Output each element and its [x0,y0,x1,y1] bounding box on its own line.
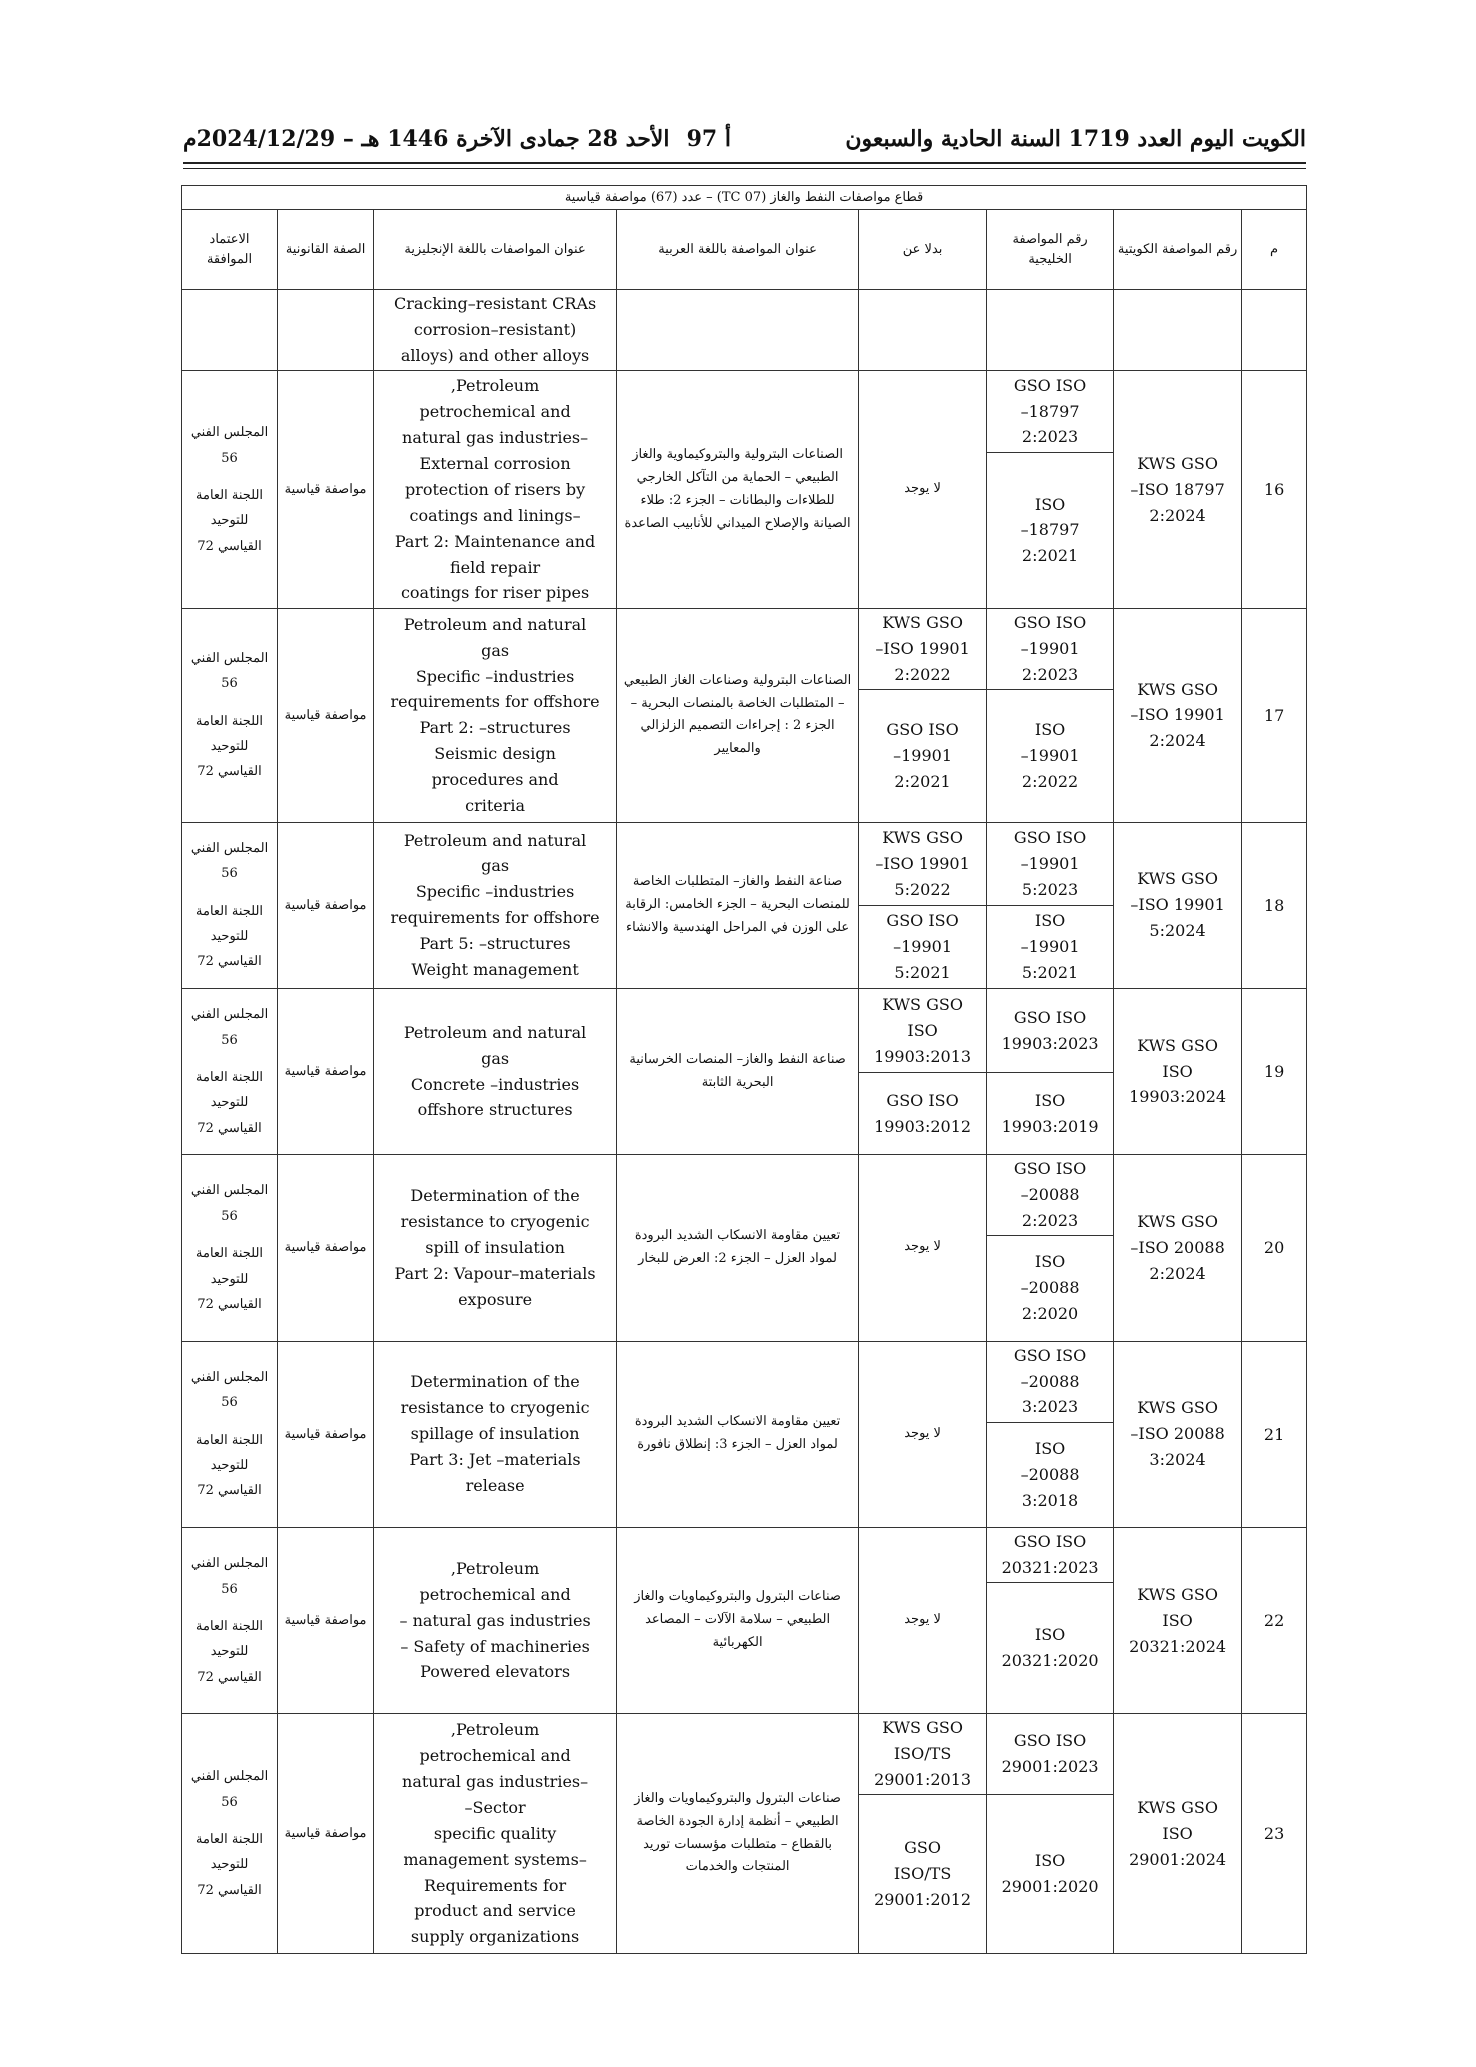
arabic-title: صناعة النفط والغاز– المتطلبات الخاصة للمنصات البحرية – الجزء الخامس: الرقابة على الوزن في المراحل الهندسية والانشاء [617,822,859,988]
replaces: KWS GSO ISO 19901– 5:2022 [859,822,987,905]
kuwaiti-standard-no: KWS GSO ISO 19903:2024 [1114,988,1242,1154]
english-title: Petroleum and natural gas Specific –industries requirements for offshore Part 5: –structures Weight management [374,822,617,988]
col-header-num: م [1242,210,1307,290]
gulf-standard-no: GSO ISO 19901– 5:2023 [987,822,1114,905]
replaces: GSO ISO 19903:2012 [859,1073,987,1155]
arabic-title: صناعة النفط والغاز– المنصات الخرسانية البحرية الثابتة [617,988,859,1154]
legal-status: مواصفة قياسية [278,371,374,609]
table-row-continued [182,290,1307,371]
approval-committee: اللجنة العامة للتوحيد القياسي 72 [196,1432,264,1499]
english-title: Petroleum, petrochemical and natural gas industries – Safety of machineries – Powered elevators [374,1527,617,1713]
approval [182,1341,278,1527]
row-number: 18 [1242,822,1307,988]
approval-committee: اللجنة العامة للتوحيد القياسي 72 [196,903,264,970]
arabic-title: تعيين مقاومة الانسكاب الشديد البرودة لمواد العزل – الجزء 2: العرض للبخار [617,1155,859,1341]
approval-committee: اللجنة العامة للتوحيد القياسي 72 [196,1246,264,1312]
kuwaiti-standard-no: KWS GSO ISO 20088– 3:2024 [1114,1341,1242,1527]
approval-committee: اللجنة العامة للتوحيد القياسي 72 [196,713,264,780]
approval [182,822,278,988]
col-header-gulf-no: رقم المواصفة الخليجية [987,210,1114,290]
gulf-standard-no: GSO ISO 18797– 2:2023 [987,371,1114,452]
approval-council: المجلس الفني 56 [190,1769,269,1810]
gulf-standard-no: ISO 20088– 2:2020 [987,1236,1114,1341]
page-number: أ 97 [686,126,731,152]
col-header-arabic-title: عنوان المواصفة باللغة العربية [617,210,859,290]
approval-council: المجلس الفني 56 [190,1556,269,1597]
replaces: لا يوجد [859,371,987,609]
table-row [182,988,1307,1073]
approval [182,1714,278,1954]
english-title: Petroleum and natural gas Concrete –industries offshore structures [374,988,617,1154]
approval-committee: اللجنة العامة للتوحيد القياسي 72 [196,488,264,554]
legal-status: مواصفة قياسية [278,609,374,822]
col-header-english-title: عنوان المواصفات باللغة الإنجليزية [374,210,617,290]
row-number: 21 [1242,1341,1307,1527]
gulf-standard-no: GSO ISO 19901– 2:2023 [987,609,1114,690]
gazette-date: الأحد 28 جمادى الآخرة 1446 هـ – 2024/12/29م [183,126,670,152]
row-number: 22 [1242,1527,1307,1713]
english-title: Petroleum, petrochemical and –natural gas industries External corrosion protection of risers by –coatings and linings Part 2: Maintenance and field repair coatings for riser pipes [374,371,617,609]
table-title: قطاع مواصفات النفط والغاز (TC 07) – عدد (67) مواصفة قياسية [182,186,1307,210]
replaces: KWS GSO ISO 19901– 2:2022 [859,609,987,690]
replaces: GSO ISO 19901– 2:2021 [859,690,987,822]
kuwaiti-standard-no: KWS GSO ISO 19901– 5:2024 [1114,822,1242,988]
standards-table [181,185,1307,1954]
approval-council: المجلس الفني 56 [190,1007,269,1048]
arabic-title: صناعات البترول والبتروكيماويات والغاز الطبيعي – سلامة الآلات – المصاعد الكهربائية [617,1527,859,1713]
kuwaiti-standard-no: KWS GSO ISO 18797– 2:2024 [1114,371,1242,609]
header-rule [183,162,1306,164]
gulf-standard-no: ISO 20088– 3:2018 [987,1422,1114,1527]
arabic-title: الصناعات البترولية وصناعات الغاز الطبيعي – المتطلبات الخاصة بالمنصات البحرية – الجزء 2 : إجراءات التصميم الزلزالي والمعايير [617,609,859,822]
approval [182,371,278,609]
col-header-legal-status: الصفة القانونية [278,210,374,290]
approval-committee: اللجنة العامة للتوحيد القياسي 72 [196,1069,264,1136]
approval [182,988,278,1154]
row-number: 19 [1242,988,1307,1154]
table-row [182,371,1307,452]
kuwaiti-standard-no: KWS GSO ISO 29001:2024 [1114,1714,1242,1954]
gulf-standard-no: GSO ISO 20088– 3:2023 [987,1341,1114,1422]
approval-council: المجلس الفني 56 [190,425,269,466]
col-header-approval: الاعتماد الموافقة [182,210,278,290]
table-row [182,609,1307,690]
gulf-standard-no: GSO ISO 29001:2023 [987,1714,1114,1795]
row-number: 20 [1242,1155,1307,1341]
replaces: لا يوجد [859,1527,987,1713]
table-row [182,1341,1307,1422]
table-row [182,822,1307,905]
approval [182,1527,278,1713]
approval [182,1155,278,1341]
approval-council: المجلس الفني 56 [190,1183,269,1224]
row-number: 23 [1242,1714,1307,1954]
approval-council: المجلس الفني 56 [190,840,269,882]
kuwaiti-standard-no: KWS GSO ISO 20321:2024 [1114,1527,1242,1713]
english-title: Determination of the resistance to cryogenic spill of insulation Part 2: Vapour–materials exposure [374,1155,617,1341]
table-row [182,1714,1307,1795]
legal-status: مواصفة قياسية [278,1341,374,1527]
gazette-issue-title: الكويت اليوم العدد 1719 السنة الحادية والسبعون [845,126,1306,152]
gulf-standard-no: ISO 20321:2020 [987,1582,1114,1713]
gulf-standard-no: ISO 19901– 5:2021 [987,905,1114,988]
gulf-standard-no: GSO ISO 20321:2023 [987,1527,1114,1582]
gulf-standard-no: GSO ISO 19903:2023 [987,988,1114,1073]
replaces: لا يوجد [859,1155,987,1341]
replaces: KWS GSO ISO 19903:2013 [859,988,987,1073]
table-row [182,1527,1307,1582]
kuwaiti-standard-no: KWS GSO ISO 19901– 2:2024 [1114,609,1242,822]
english-title: Petroleum, petrochemical and –natural gas industries Sector– specific quality –management systems Requirements for product and service supply organizations [374,1714,617,1954]
english-title: Determination of the resistance to cryogenic spillage of insulation Part 3: Jet –materials release [374,1341,617,1527]
replaces: GSO ISO/TS 29001:2012 [859,1795,987,1954]
table-header-row [182,210,1307,290]
header-rule-thin [183,168,1306,169]
approval-committee: اللجنة العامة للتوحيد القياسي 72 [196,1832,264,1898]
row-number: 16 [1242,371,1307,609]
table-title-row [182,186,1307,210]
legal-status: مواصفة قياسية [278,1714,374,1954]
row-number: 17 [1242,609,1307,822]
legal-status: مواصفة قياسية [278,1527,374,1713]
arabic-title: الصناعات البترولية والبتروكيماوية والغاز الطبيعي – الحماية من التآكل الخارجي للطلاءات والبطانات – الجزء 2: طلاء الصيانة والإصلاح الميداني للأنابيب الصاعدة [617,371,859,609]
table-row [182,1155,1307,1236]
col-header-kuwaiti-no: رقم المواصفة الكويتية [1114,210,1242,290]
kuwaiti-standard-no: KWS GSO ISO 20088– 2:2024 [1114,1155,1242,1341]
page-header [183,118,1306,162]
replaces: GSO ISO 19901– 5:2021 [859,905,987,988]
approval-council: المجلس الفني 56 [190,651,269,692]
gulf-standard-no: ISO 19903:2019 [987,1073,1114,1155]
approval-council: المجلس الفني 56 [190,1369,269,1411]
english-title: Petroleum and natural gas Specific –industries requirements for offshore Part 2: –structures Seismic design procedures and criteria [374,609,617,822]
legal-status: مواصفة قياسية [278,988,374,1154]
legal-status: مواصفة قياسية [278,822,374,988]
gulf-standard-no: ISO 29001:2020 [987,1795,1114,1954]
replaces: لا يوجد [859,1341,987,1527]
gulf-standard-no: ISO 19901– 2:2022 [987,690,1114,822]
english-title: Cracking–resistant CRAs (corrosion–resistant alloys) and other alloys [374,290,617,371]
arabic-title: تعيين مقاومة الانسكاب الشديد البرودة لمواد العزل – الجزء 3: إنطلاق نافورة [617,1341,859,1527]
approval-committee: اللجنة العامة للتوحيد القياسي 72 [196,1618,264,1685]
legal-status: مواصفة قياسية [278,1155,374,1341]
approval [182,609,278,822]
col-header-replaces: بدلا عن [859,210,987,290]
gulf-standard-no: GSO ISO 20088– 2:2023 [987,1155,1114,1236]
replaces: KWS GSO ISO/TS 29001:2013 [859,1714,987,1795]
gulf-standard-no: ISO 18797– 2:2021 [987,452,1114,609]
arabic-title: صناعات البترول والبتروكيماويات والغاز الطبيعي – أنظمة إدارة الجودة الخاصة بالقطاع – متطلبات مؤسسات توريد المنتجات والخدمات [617,1714,859,1954]
